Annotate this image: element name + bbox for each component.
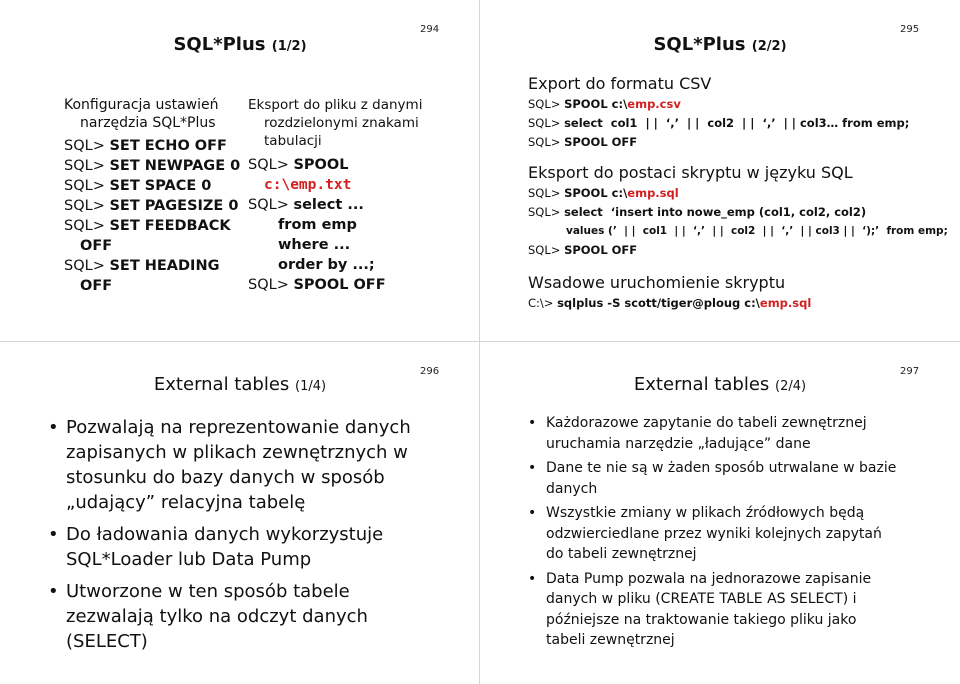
cmd-space: SQL> SET SPACE 0: [64, 178, 212, 194]
slide-296: [0, 342, 480, 684]
csv-spool-line: SQL> SPOOL c:\emp.csv: [528, 97, 681, 111]
spool-off-line: SQL> SPOOL OFF: [248, 277, 386, 293]
slide-title: [480, 374, 960, 395]
title-text: External tables: [153, 374, 290, 395]
title-part: (1/2): [271, 39, 307, 54]
left-column: [64, 96, 240, 296]
cmd-heading: SQL> SET HEADING: [64, 258, 220, 274]
bullet-1: • Pozwalają na reprezentowanie danych zapisanych w plikach zewnętrznych w stosunku do bazy danych w sposób „udający” relacyjna tabelę: [48, 415, 428, 515]
export-intro-1: Eksport do pliku z danymi: [248, 97, 423, 113]
csv-select-line: SQL> select col1 | | ‘,’ | | col2 | | ‘,’ | | col3… from emp;: [528, 116, 910, 130]
export-intro-3: tabulacji: [264, 133, 322, 149]
cmd-feedback-cont: OFF: [80, 238, 113, 254]
title-text: SQL*Plus: [653, 34, 746, 55]
sql-spool-off-line: SQL> SPOOL OFF: [528, 243, 638, 257]
cmd-newpage: SQL> SET NEWPAGE 0: [64, 158, 241, 174]
csv-spool-off-line: SQL> SPOOL OFF: [528, 135, 638, 149]
title-part: (2/2): [751, 39, 787, 54]
cmd-heading-cont: OFF: [80, 278, 113, 294]
slide-title: [0, 374, 480, 395]
title-part: (1/4): [295, 379, 327, 394]
select-line: SQL> select ...: [248, 197, 364, 213]
spool-file: c:\emp.txt: [264, 177, 352, 193]
page-number: 295: [900, 24, 920, 35]
cmd-pagesize: SQL> SET PAGESIZE 0: [64, 198, 239, 214]
sql-heading: Eksport do postaci skryptu w języku SQL: [528, 163, 853, 182]
cmd-echo: SQL> SET ECHO OFF: [64, 138, 227, 154]
title-text: External tables: [633, 374, 770, 395]
slide-294: [0, 0, 480, 342]
title-text: SQL*Plus: [173, 34, 266, 55]
bullet-list: [48, 415, 428, 661]
page-number: 294: [420, 24, 440, 35]
cmd-feedback: SQL> SET FEEDBACK: [64, 218, 231, 234]
spool-line: SQL> SPOOL: [248, 157, 349, 173]
sql-spool-line: SQL> SPOOL c:\emp.sql: [528, 186, 679, 200]
slide-297: [480, 342, 960, 684]
slide-295: [480, 0, 960, 342]
batch-command-line: C:\> sqlplus -S scott/tiger@ploug c:\emp.sql: [528, 296, 812, 310]
slide-title: [480, 34, 960, 55]
sql-select-line: SQL> select ‘insert into nowe_emp (col1, col2, col2): [528, 205, 867, 219]
bullet-1: • Każdorazowe zapytanie do tabeli zewnętrznej uruchamia narzędzie „ładujące” dane: [528, 413, 898, 454]
order-line: order by ...;: [278, 257, 375, 273]
bullet-list: [528, 413, 898, 655]
from-line: from emp: [278, 217, 357, 233]
csv-heading: Export do formatu CSV: [528, 74, 712, 93]
bullet-4: • Data Pump pozwala na jednorazowe zapisanie danych w pliku (CREATE TABLE AS SELECT) i późniejsze na traktowanie takiego pliku jako tabeli zewnętrznej: [528, 569, 898, 651]
page-number: 297: [900, 366, 920, 377]
bullet-3: • Utworzone w ten sposób tabele zezwalają tylko na odczyt danych (SELECT): [48, 579, 428, 654]
bullet-2: • Dane te nie są w żaden sposób utrwalane w bazie danych: [528, 458, 898, 499]
bullet-2: • Do ładowania danych wykorzystuje SQL*Loader lub Data Pump: [48, 522, 428, 572]
sql-values-line: values (’ | | col1 | | ‘,’ | | col2 | | ‘,’ | | col3 | | ‘);’ from emp;: [566, 225, 948, 237]
title-part: (2/4): [775, 379, 807, 394]
intro-line-2: narzędzia SQL*Plus: [80, 115, 216, 131]
bullet-3: • Wszystkie zmiany w plikach źródłowych będą odzwierciedlane przez wyniki kolejnych zapytań do tabeli zewnętrznej: [528, 503, 898, 565]
page-number: 296: [420, 366, 440, 377]
intro-line-1: Konfiguracja ustawień: [64, 97, 219, 113]
slide-body: [528, 73, 948, 313]
slide-title: [0, 34, 480, 55]
right-column: [248, 96, 422, 295]
export-intro-2: rozdzielonymi znakami: [264, 115, 419, 131]
where-line: where ...: [278, 237, 351, 253]
batch-heading: Wsadowe uruchomienie skryptu: [528, 273, 786, 292]
